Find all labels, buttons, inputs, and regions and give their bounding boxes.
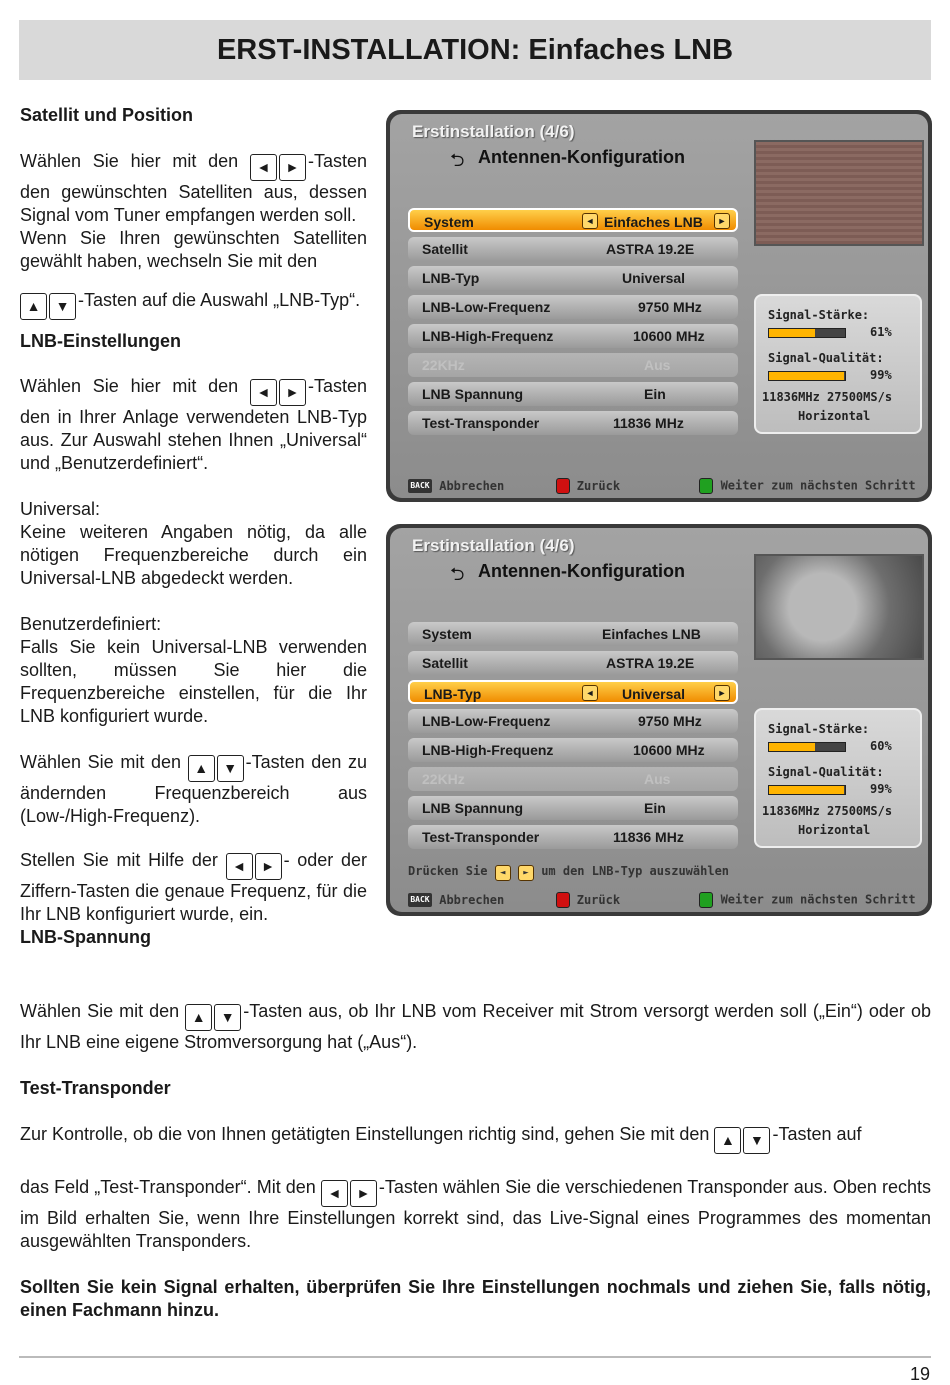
row-system[interactable] [408,622,738,646]
cancel-label: Abbrechen [439,892,505,907]
row-lnb-high[interactable] [408,738,738,762]
text: -Tasten wählen Sie die verschiedenen Transponder aus. Oben rechts im Bild erhalten Sie, wenn Ihre Einstellungen korrekt sind, das Live-Signal eines Programmes des momentan ausgewählten Transponders. [20,1177,931,1251]
signal-quality-value: 99% [870,368,892,382]
text: Zur Kontrolle, ob die von Ihnen getätigten Einstellungen richtig sind, gehen Sie mit den [20,1124,710,1144]
return-arrow-icon: ⮌ [450,564,465,584]
footer-rule [19,1356,931,1358]
row-lnb-low[interactable] [408,295,738,319]
left-key-icon: ◄ [321,1180,348,1207]
signal-strength-bar [768,328,846,338]
back-label: Zurück [576,892,621,907]
text: - oder der Ziffern-Tasten die genaue Frequenz, für die Ihr LNB konfiguriert wurde, ein. [20,850,367,924]
row-test-transponder[interactable] [408,411,738,435]
step-indicator: Erstinstallation (4/6) [412,122,575,141]
hint-text: um den LNB-Typ auszuwählen [541,864,730,878]
arrow-right-icon: ► [714,213,730,229]
row-label: LNB Spannung [422,800,524,816]
row-satellit[interactable] [408,651,738,675]
row-value: 9750 MHz [638,713,702,729]
page-title: ERST-INSTALLATION: Einfaches LNB [216,33,734,66]
row-label: LNB-High-Frequenz [422,328,554,344]
row-label: LNB Spannung [422,386,524,402]
next-label: Weiter zum nächsten Schritt [720,892,916,907]
row-value: Einfaches LNB [602,626,701,642]
signal-strength-value: 60% [870,739,892,753]
row-lnb-spannung[interactable] [408,796,738,820]
cancel-label: Abbrechen [439,478,505,493]
warning-text: Sollten Sie kein Signal erhalten, überprüfen Sie Ihre Einstellungen nochmals und ziehen Sie, falls nötig, einen Fachmann hinzu. [20,1277,931,1320]
screen-panel [390,528,928,912]
signal-quality-bar [768,371,846,381]
row-value: Einfaches LNB [604,214,703,230]
down-key-icon: ▼ [214,1004,241,1031]
red-button-icon [556,478,570,494]
row-label: System [424,214,474,230]
row-value: Ein [644,386,666,402]
paragraph-lnb-einstellungen [20,375,367,475]
row-value: 10600 MHz [633,328,705,344]
row-value: Aus [644,357,671,373]
row-lnb-typ[interactable] [408,680,738,704]
arrow-left-icon: ◄ [582,685,598,701]
row-label: Satellit [422,655,468,671]
heading-lnb-einstellungen: LNB-Einstellungen [20,331,181,351]
row-22khz [408,353,738,377]
polarization: Horizontal [798,409,871,423]
right-key-icon: ► [279,379,306,406]
universal-text: Keine weiteren Angaben nötig, da alle nötigen Frequenzbereiche durch ein Universal-LNB abgedeckt werden. [20,522,367,588]
signal-quality-value: 99% [870,782,892,796]
paragraph-frequenz-eingabe [20,849,367,926]
text: -Tasten den zu ändernden Frequenzbereich aus (Low-/High-Frequenz). [20,752,367,826]
screen-footer [408,478,916,494]
signal-box [754,294,922,434]
signal-strength-value: 61% [870,325,892,339]
polarization: Horizontal [798,823,871,837]
down-key-icon: ▼ [49,293,76,320]
row-label: 22KHz [422,771,465,787]
next-label: Weiter zum nächsten Schritt [720,478,916,493]
row-value: Universal [622,686,686,702]
hint-row [408,864,729,881]
paragraph-frequenz [20,751,367,828]
row-label: System [422,626,472,642]
text: Wählen Sie hier mit den [20,376,239,396]
row-value: 10600 MHz [633,742,705,758]
back-button-icon: BACK [408,479,432,493]
screen-footer [408,892,916,908]
heading-satellit: Satellit und Position [20,105,194,125]
screenshot-2 [386,524,932,916]
row-value: ASTRA 19.2E [606,655,695,671]
paragraph-satellit-2: Wenn Sie Ihren gewünschten Satelliten gewählt haben, wechseln Sie mit den [20,228,367,271]
row-value: 11836 MHz [613,829,684,845]
row-label: Test-Transponder [422,415,540,431]
signal-box [754,708,922,848]
down-key-icon: ▼ [217,755,244,782]
bar-fill [769,372,844,380]
text: -Tasten auf die Auswahl „LNB-Typ“. [78,290,361,310]
text: -Tasten den gewünschten Satelliten aus, dessen Signal vom Tuner empfangen werden soll. [20,151,367,225]
row-lnb-spannung[interactable] [408,382,738,406]
text: -Tasten auf [772,1124,862,1144]
row-lnb-high[interactable] [408,324,738,348]
live-preview [754,554,924,660]
row-satellit[interactable] [408,237,738,261]
up-key-icon: ▲ [185,1004,212,1031]
screenshot-1 [386,110,932,502]
row-label: LNB-Low-Frequenz [422,299,551,315]
row-label: Test-Transponder [422,829,540,845]
text: -Tasten aus, ob Ihr LNB vom Receiver mit Strom versorgt werden soll („Ein“) oder ob Ihr LNB eine eigene Stromversorgung hat („Aus“). [20,1001,931,1052]
signal-quality-bar [768,785,846,795]
paragraph-test-2 [20,1176,931,1253]
page-number: 19 [909,1364,930,1384]
screen-panel [390,114,928,498]
paragraph-satellit [20,150,367,227]
row-value: ASTRA 19.2E [606,241,695,257]
screen-heading: Antennen-Konfiguration [478,561,685,581]
signal-strength-bar [768,742,846,752]
back-button-icon: BACK [408,893,432,907]
heading-test-transponder: Test-Transponder [20,1078,171,1098]
row-value: 9750 MHz [638,299,702,315]
row-test-transponder[interactable] [408,825,738,849]
row-label: LNB-High-Frequenz [422,742,554,758]
row-value: 11836 MHz [613,415,684,431]
left-key-icon: ◄ [250,379,277,406]
title-bar [19,20,931,80]
arrow-right-icon: ► [714,685,730,701]
right-key-icon: ► [255,853,282,880]
hint-text: Drücken Sie [408,864,488,878]
up-key-icon: ▲ [714,1127,741,1154]
up-key-icon: ▲ [20,293,47,320]
row-lnb-typ[interactable] [408,266,738,290]
right-key-icon: ► [279,154,306,181]
bottom-text [20,1000,931,1322]
text: Wählen Sie mit den [20,752,181,772]
left-key-icon: ◄ [250,154,277,181]
row-value: Ein [644,800,666,816]
text: Wählen Sie hier mit den [20,151,239,171]
transponder-info: 11836MHz 27500MS/s [762,390,893,404]
row-value: Universal [622,270,686,286]
heading-lnb-spannung: LNB-Spannung [20,927,151,947]
right-key-icon: ► [350,1180,377,1207]
universal-label: Universal: [20,499,101,519]
back-label: Zurück [576,478,621,493]
green-button-icon [699,892,713,908]
signal-strength-label: Signal-Stärke: [768,722,870,736]
left-column [20,104,367,949]
custom-label: Benutzerdefiniert: [20,614,162,634]
text: -Tasten den in Ihrer Anlage verwendeten LNB-Typ aus. Zur Auswahl stehen Ihnen „Universal“ und „Benutzerdefiniert“. [20,376,367,473]
bar-fill [769,786,844,794]
text: das Feld „Test-Transponder“. Mit den [20,1177,316,1197]
step-indicator: Erstinstallation (4/6) [412,536,575,555]
paragraph-lnb-typ [20,289,367,320]
text: Stellen Sie mit Hilfe der [20,850,218,870]
bar-fill [769,329,815,337]
bar-fill [769,743,815,751]
row-system[interactable] [408,208,738,232]
row-label: Satellit [422,241,468,257]
green-button-icon [699,478,713,494]
custom-text: Falls Sie kein Universal-LNB verwenden sollten, müssen Sie hier die Frequenzbereiche einstellen, für die Ihr LNB konfiguriert wurde. [20,637,367,726]
screen-heading: Antennen-Konfiguration [478,147,685,167]
row-22khz [408,767,738,791]
signal-strength-label: Signal-Stärke: [768,308,870,322]
live-preview [754,140,924,246]
arrow-right-icon: ► [518,865,534,881]
arrow-left-icon: ◄ [495,865,511,881]
signal-quality-label: Signal-Qualität: [768,765,884,779]
return-arrow-icon: ⮌ [450,150,465,170]
row-label: LNB-Typ [424,686,482,702]
text: Wählen Sie mit den [20,1001,180,1021]
signal-quality-label: Signal-Qualität: [768,351,884,365]
red-button-icon [556,892,570,908]
row-label: 22KHz [422,357,465,373]
up-key-icon: ▲ [188,755,215,782]
row-lnb-low[interactable] [408,709,738,733]
arrow-left-icon: ◄ [582,213,598,229]
paragraph-test-1 [20,1123,931,1154]
left-key-icon: ◄ [226,853,253,880]
transponder-info: 11836MHz 27500MS/s [762,804,893,818]
paragraph-spannung [20,1000,931,1054]
row-label: LNB-Low-Frequenz [422,713,551,729]
down-key-icon: ▼ [743,1127,770,1154]
row-value: Aus [644,771,671,787]
row-label: LNB-Typ [422,270,480,286]
